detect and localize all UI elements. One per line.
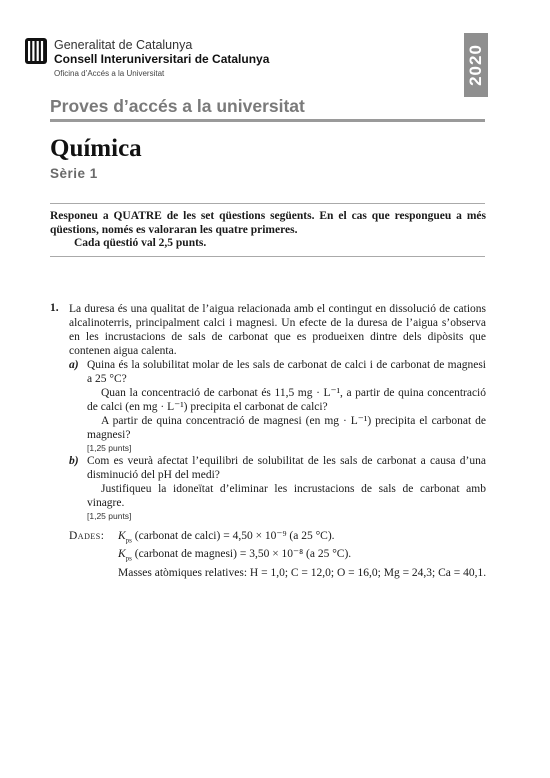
data-line-ksp-calcium	[118, 529, 489, 547]
data-line-ksp-magnesium	[118, 547, 489, 565]
subquestion-b-p2: Justifiqueu la idoneïtat d’eliminar les incrustacions de sals de carbonat amb vinagre.	[87, 483, 486, 509]
question-number: 1.	[50, 302, 59, 314]
data-block	[69, 529, 489, 580]
subquestion-a	[69, 358, 486, 454]
generalitat-logo-icon	[25, 38, 47, 64]
serie-label: Sèrie 1	[50, 166, 98, 181]
year-badge	[464, 33, 488, 97]
instructions-top-divider	[50, 203, 485, 204]
subquestion-b-p1: Com es veurà afectat l’equilibri de solubilitat de les sals de carbonat a causa d’una disminució del pH del medi?	[87, 455, 486, 481]
subquestion-b-label: b)	[69, 455, 79, 467]
subquestion-a-p1: Quina és la solubilitat molar de les sals de carbonat de calci i de carbonat de magnesi a 25 °C?	[87, 359, 486, 385]
organization-block	[54, 38, 269, 80]
exam-title: Proves d’accés a la universitat	[50, 96, 305, 116]
ksp-calcium-value: (carbonat de calci) = 4,50 × 10⁻⁹ (a 25 °C).	[134, 530, 335, 542]
ksp-magnesium-value: (carbonat de magnesi) = 3,50 × 10⁻⁸ (a 25 °C).	[134, 548, 352, 561]
question-intro: La duresa és una qualitat de l’aigua relacionada amb el contingut en dissolució de cations alcalinoterris, principalment calci i magnesi. Un efecte de la duresa de l’aigua s’observa en les incrustacions de sals de carbonat que es produeixen dintre dels dipòsits que contenen aigua calenta.	[69, 303, 486, 357]
org-name-generalitat: Generalitat de Catalunya	[54, 38, 193, 52]
instructions-text: Responeu a QUATRE de les set qüestions següents. En el cas que respongueu a més qüestions, només es valoraran les quatre primeres.	[50, 210, 486, 236]
data-line-atomic-masses: Masses atòmiques relatives: H = 1,0; C = 12,0; O = 16,0; Mg = 24,3; Ca = 40,1.	[118, 566, 487, 579]
subject-title: Química	[50, 135, 142, 162]
subquestion-a-points: [1,25 punts]	[87, 443, 132, 453]
subquestion-b	[69, 454, 486, 522]
ksp-symbol: K	[118, 530, 126, 542]
org-name-council: Consell Interuniversitari de Catalunya	[54, 52, 270, 66]
subquestion-b-points: [1,25 punts]	[87, 511, 132, 521]
subquestion-a-p2: Quan la concentració de carbonat és 11,5 mg · L⁻¹, a partir de quina concentració de calci (en mg · L⁻¹) precipita el carbonat de calci?	[87, 387, 486, 413]
instructions-bottom-divider	[50, 256, 485, 257]
subquestion-a-p3: A partir de quina concentració de magnesi (en mg · L⁻¹) precipita el carbonat de magnesi?	[87, 415, 486, 441]
instructions-points: Cada qüestió val 2,5 punts.	[74, 237, 207, 249]
org-name-office: Oficina d’Accés a la Universitat	[54, 69, 165, 78]
year-label: 2020	[466, 44, 486, 86]
data-label: Dades:	[69, 530, 105, 542]
ksp-symbol: K	[118, 548, 126, 561]
header-divider	[50, 119, 485, 122]
ksp-subscript: ps	[125, 536, 132, 545]
ksp-subscript: ps	[125, 554, 132, 563]
subquestion-a-label: a)	[69, 359, 79, 371]
